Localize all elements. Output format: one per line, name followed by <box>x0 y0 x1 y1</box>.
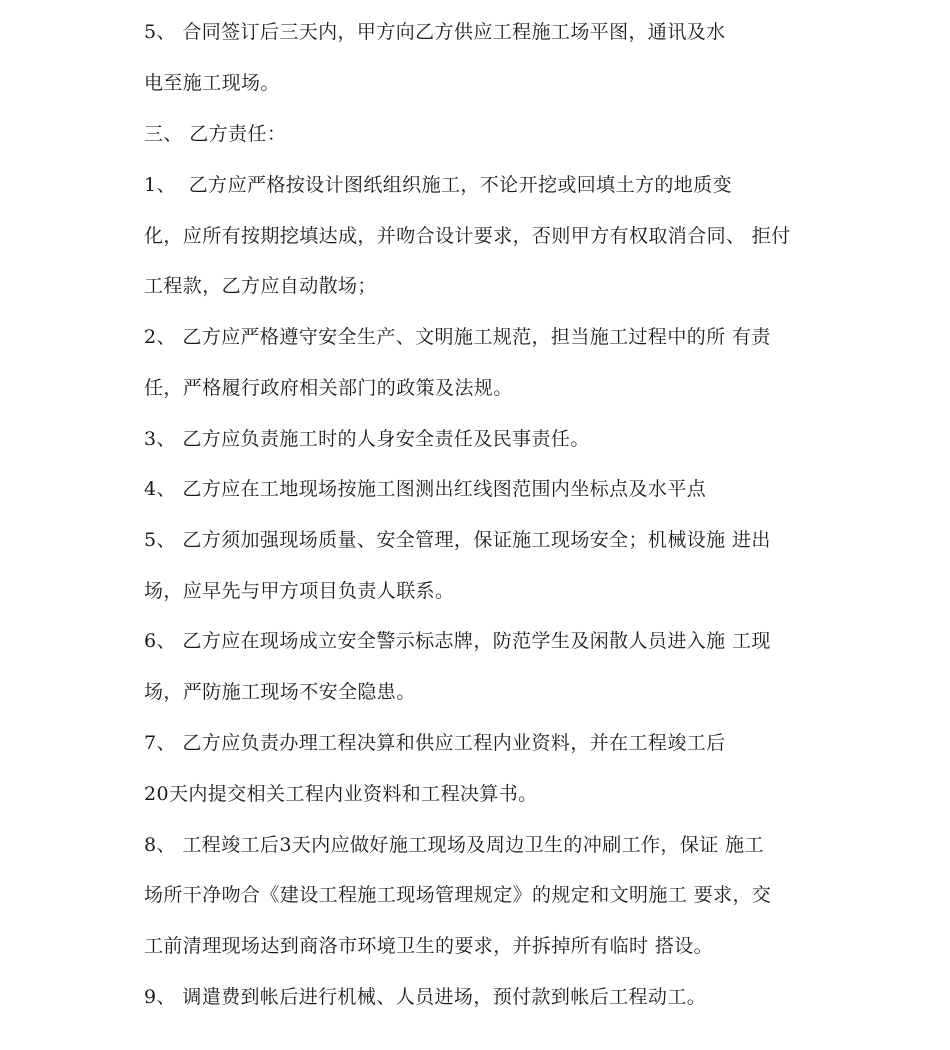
text-line: 5、 合同签订后三天内，甲方向乙方供应工程施工场平图，通讯及水 <box>144 21 726 43</box>
text-line: 1、 乙方应严格按设计图纸组织施工，不论开挖或回填土方的地质变 <box>144 174 732 196</box>
text-line: 9、 调遣费到帐后进行机械、人员进场，预付款到帐后工程动工。 <box>144 986 707 1008</box>
text-line: 场，应早先与甲方项目负责人联系。 <box>144 580 455 602</box>
text-line: 4、 乙方应在工地现场按施工图测出红线图范围内坐标点及水平点 <box>144 478 707 500</box>
text-line: 任，严格履行政府相关部门的政策及法规。 <box>144 377 513 399</box>
text-line: 场所干净吻合《建设工程施工现场管理规定》的规定和文明施工 要求，交 <box>144 884 772 906</box>
text-line: 电至施工现场。 <box>144 72 280 94</box>
text-line: 7、 乙方应负责办理工程决算和供应工程内业资料，并在工程竣工后 <box>144 732 726 754</box>
text-line: 工程款，乙方应自动散场； <box>144 275 377 297</box>
text-line: 工前清理现场达到商洛市环境卫生的要求，并拆掉所有临时 搭设。 <box>144 935 714 957</box>
text-line: 3、 乙方应负责施工时的人身安全责任及民事责任。 <box>144 428 590 450</box>
text-line: 2、 乙方应严格遵守安全生产、文明施工规范，担当施工过程中的所 有责 <box>144 326 771 348</box>
text-line: 场，严防施工现场不安全隐患。 <box>144 681 416 703</box>
text-line: 5、 乙方须加强现场质量、安全管理，保证施工现场安全；机械设施 进出 <box>144 529 771 551</box>
text-line: 8、 工程竣工后3天内应做好施工现场及周边卫生的冲刷工作，保证 施工 <box>144 834 764 856</box>
text-line: 20天内提交相关工程内业资料和工程决算书。 <box>144 783 538 805</box>
section-heading: 三、 乙方责任： <box>144 123 287 145</box>
text-line: 6、 乙方应在现场成立安全警示标志牌，防范学生及闲散人员进入施 工现 <box>144 630 771 652</box>
text-line: 化，应所有按期挖填达成，并吻合设计要求，否则甲方有权取消合同、 拒付 <box>144 225 791 247</box>
